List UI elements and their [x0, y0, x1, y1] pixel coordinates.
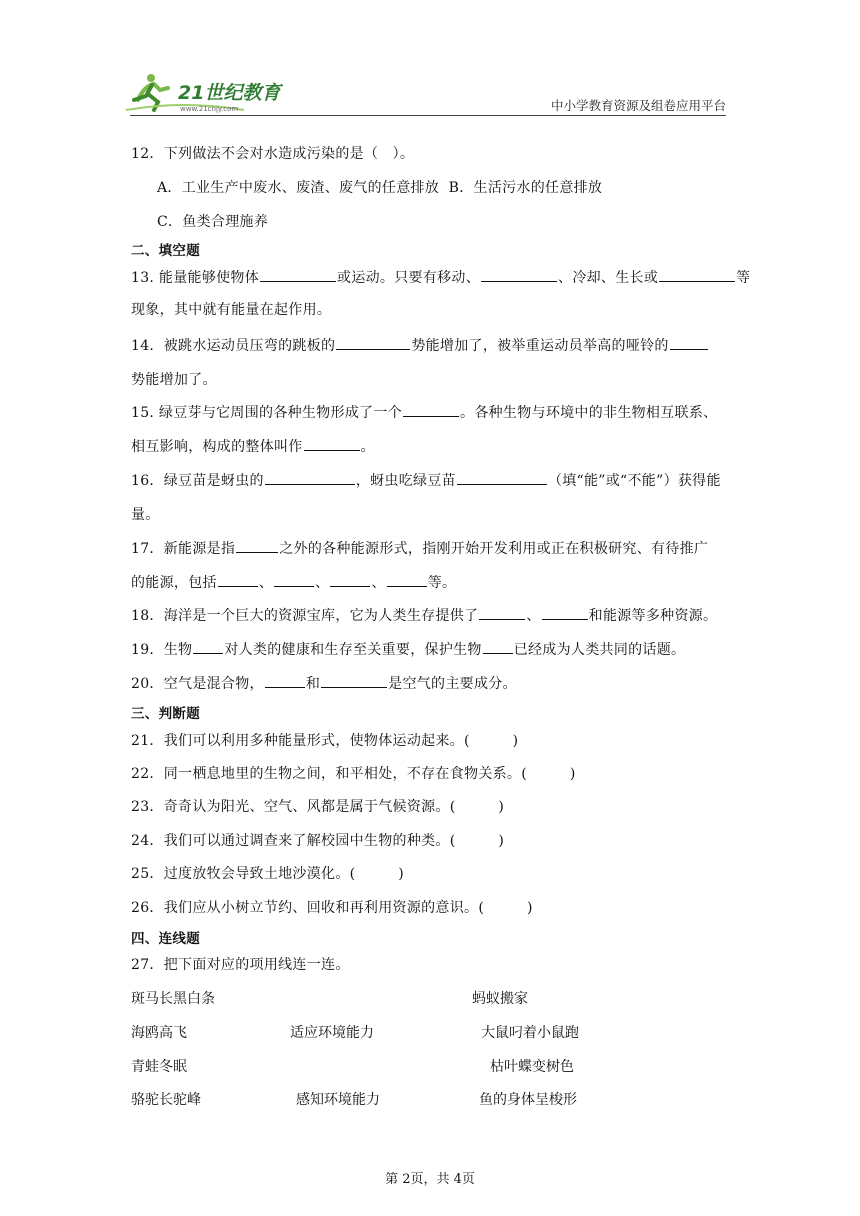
blank — [670, 337, 708, 350]
blank — [330, 574, 370, 587]
blank — [321, 675, 387, 688]
blank — [265, 472, 355, 485]
question-18: 18．海洋是一个巨大的资源宝库，它为人类生存提供了 、 和能源等多种资源。 — [131, 608, 718, 624]
question-15: 15. 绿豆芽与它周围的各种生物形成了一个 。各种生物与环境中的非生物相互联系、 — [131, 405, 718, 421]
question-14-cont: 势能增加了。 — [131, 372, 217, 388]
runner-logo-icon — [124, 70, 294, 114]
blank — [274, 574, 314, 587]
right-item: 大鼠叼着小鼠跑 — [481, 1025, 579, 1041]
question-13: 13. 能量能够使物体 或运动。只要有移动、 、冷却、生长或 等 — [131, 270, 751, 286]
right-item: 枯叶蝶变树色 — [490, 1059, 574, 1075]
question-20: 20．空气是混合物， 和 是空气的主要成分。 — [131, 676, 517, 692]
blank — [193, 641, 223, 654]
question-12-stem: 12．下列做法不会对水造成污染的是（ ）。 — [131, 146, 415, 162]
match-row — [131, 1022, 731, 1042]
blank — [387, 574, 427, 587]
match-row — [131, 1056, 731, 1076]
question-14: 14．被跳水运动员压弯的跳板的 势能增加了，被举重运动员举高的哑铃的 — [131, 335, 709, 355]
blank — [659, 269, 735, 282]
blank — [265, 675, 305, 688]
svg-text:www.21cnjy.com: www.21cnjy.com — [180, 105, 239, 113]
question-17-cont: 的能源，包括 、 、 、 等。 — [131, 575, 457, 591]
blank — [336, 337, 410, 350]
question-16: 16．绿豆苗是蚜虫的 ，蚜虫吃绿豆苗 （填“能”或“不能”）获得能 — [131, 473, 721, 489]
question-19: 19．生物 对人类的健康和生存至关重要，保护生物 已经成为人类共同的话题。 — [131, 642, 686, 658]
section-link-heading: 四、连线题 — [131, 931, 200, 947]
left-item: 斑马长黑白条 — [131, 991, 215, 1007]
question-27: 27．把下面对应的项用线连一连。 — [131, 957, 350, 973]
match-row — [131, 1089, 731, 1109]
platform-name: 中小学教育资源及组卷应用平台 — [550, 98, 726, 113]
right-item: 蚂蚁搬家 — [472, 991, 528, 1007]
blank — [483, 641, 513, 654]
right-item: 鱼的身体呈梭形 — [479, 1092, 577, 1108]
question-26: 26．我们应从小树立节约、回收和再利用资源的意识。( ) — [131, 900, 533, 916]
question-22: 22．同一栖息地里的生物之间，和平相处，不存在食物关系。( ) — [131, 766, 576, 782]
question-16-cont: 量。 — [131, 507, 160, 523]
left-item: 青蛙冬眠 — [131, 1059, 187, 1075]
blank — [236, 540, 278, 553]
middle-item: 适应环境能力 — [290, 1025, 374, 1041]
blank — [260, 269, 336, 282]
blank — [479, 607, 525, 620]
option-c: C．鱼类合理施养 — [157, 214, 269, 230]
blank — [218, 574, 258, 587]
page-footer: 第 2页，共 4页 — [385, 1172, 475, 1187]
option-a: A．工业生产中废水、废渣、废气的任意排放 — [157, 180, 440, 196]
left-item: 海鸥高飞 — [131, 1025, 187, 1041]
blank — [481, 269, 557, 282]
blank — [403, 404, 459, 417]
blank — [304, 438, 360, 451]
question-17: 17．新能源是指 之外的各种能源形式，指刚开始开发利用或正在积极研究、有待推广 — [131, 541, 709, 557]
question-25: 25．过度放牧会导致土地沙漠化。( ) — [131, 866, 405, 882]
question-13-cont: 现象，其中就有能量在起作用。 — [131, 302, 332, 318]
blank — [457, 472, 547, 485]
question-21: 21．我们可以利用多种能量形式，使物体运动起来。( ) — [131, 733, 519, 749]
blank — [542, 607, 588, 620]
question-23: 23．奇奇认为阳光、空气、风都是属于气候资源。( ) — [131, 799, 505, 815]
match-row — [131, 988, 731, 1008]
header-divider — [130, 115, 726, 116]
section-fill-heading: 二、填空题 — [131, 243, 200, 259]
svg-text:21世纪教育: 21世纪教育 — [178, 82, 281, 104]
middle-item: 感知环境能力 — [296, 1092, 380, 1108]
section-judge-heading: 三、判断题 — [131, 706, 200, 722]
option-b: B．生活污水的任意排放 — [448, 180, 603, 196]
left-item: 骆驼长驼峰 — [131, 1092, 201, 1108]
site-logo — [124, 70, 294, 114]
question-15-cont: 相互影响，构成的整体叫作 。 — [131, 439, 375, 455]
question-24: 24．我们可以通过调查来了解校园中生物的种类。( ) — [131, 833, 505, 849]
question-12-options-ab — [157, 177, 602, 197]
